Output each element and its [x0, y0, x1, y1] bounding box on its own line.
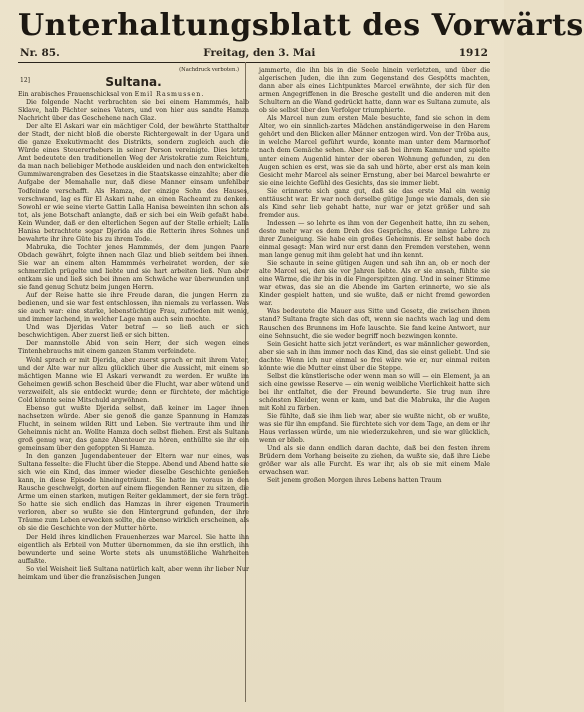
- paragraph: jammerte, die ihn bis in die Seele hinein verletzten, und über die algerischen Juden, die ihn zum Gegenstand des Gespötts machten, dann aber als eines Lichtpunktes Marcel erwähnte, der sich für den armen Angegriffenen in die Bresche gestellt und die anderen mit den Schultern an die Wand gedrückt hatte, dann war es Sultana zumute, als ob sie selbst über den Verfolger triumphierte.: [259, 67, 490, 115]
- paragraph: Sie schaute in seine gütigen Augen und sah ihn an, ob er noch der alte Marcel sei, den sie vor Jahren liebte. Als er sie ansah, fühlte sie eine Wärme, die ihr bis in die Fingerspitzen ging. Und in seiner Stimme war etwas, das sie an die Abende im Garten erinnerte, wo sie als Kinder gespielt hatten, und sie wußte, daß er nicht fremd geworden war.: [259, 260, 490, 308]
- paragraph: So viel Weisheit ließ Sultana natürlich kalt, aber wenn ihr lieber Nur heimkam und über die französischen Jungen: [18, 565, 249, 581]
- paragraph: Sein Gesicht hatte sich jetzt verändert, es war männlicher geworden, aber sie sah in ihm immer noch das Kind, das sie einst geliebt. Und sie dachte: Wenn ich nur einmal so frei wäre wie er, nur einmal reiten könnte wie die Mutter einst über die Steppe.: [259, 340, 490, 372]
- right-body: [259, 67, 490, 485]
- issue-number: Nr. 85.: [20, 47, 60, 59]
- paragraph: Als Marcel nun zum ersten Male besuchte, fand sie schon in dem Alter, wo ein sinnlich-zartes Mädchen anständigerweise in den Harem gehört und den Blicken aller Männer entzogen wird. Von der Tröba aus, in welche Marcel geführt wurde, konnte man unter dem Marmorhof nach dem Gemäche sehen. Aber sie saß bei ihrem Kammer und spielte unter einem Augenlid hinter der oberen Wohnung gefunden, zu den Augen schien es erst, was sie da sah und hörte, aber erst als man kein Gesicht mehr Marcel als seiner Ernstung, aber bei Marcel bewahrte er sie eine leichte Gefühl des Gesichts, das sie immer liebt.: [259, 115, 490, 187]
- story-subtitle: [18, 91, 249, 99]
- paragraph: Mabruka, die Tochter jenes Hammmés, der dem jungen Paare Obdach gewährt, folgte ihnen nach Glaz und blieb seitdem bei ihnen. Sie war an einem alten Hammmés verheiratet worden, der sie schmerzlich prügelte und liebte und sie hart arbeiten ließ. Nun aber entkam sie und ließ sich bei ihnen am Schwäche war überwunden und sie fand genug Schutz beim jungen Herrn.: [18, 243, 249, 292]
- paragraph: Und was Djeridas Vater betraf — so ließ auch er sich beschwichtigen. Aber zuerst ließ er sich bitten.: [18, 324, 249, 340]
- left-body: [18, 99, 249, 582]
- article-columns: [18, 67, 490, 582]
- story-title: Sultana.: [105, 75, 162, 89]
- masthead-title: Unterhaltungsblatt des Vorwärts: [18, 8, 584, 43]
- subtitle-prefix: Ein arabisches Frauenschicksal von: [18, 91, 133, 98]
- right-column: [259, 67, 490, 582]
- paragraph: In den ganzen Jugendabenteuer der Eltern war nur eines, was Sultana fesselte: die Flucht über die Steppe. Abend und Abend hatte sie sich wie ein Kind, das immer wieder dieselbe Geschichte genießen kann, in diese Episode hineingeträumt. Sie hatte im voraus in den Rausche geschwelgt, dorten auf einem fliegenden Renner zu sitzen, die Arme um einen starken, mutigen Reiter geklammert, der sie fern trägt. So hatte sie sich endlich das Hamzas in ihrer eigenen Traumerin verloren, aber so wußte sie den Hintergrund gefunden, der ihre Träume zum Leben erwecken sollte, die ebenso wirklich erscheinen, als ob sie die Geschichte von der Mutter hörte.: [18, 453, 249, 533]
- paragraph: Der Held ihres kindlichen Frauenherzes war Marcel. Sie hatte ihn eigentlich als Erbteil von Mutter übernommen, da sie ihn erstlich, ihn bewunderte und seine Worte stets als unumstößliche Wahrheiten auffaßte.: [18, 533, 249, 565]
- paragraph: Und als sie dann endlich daran dachte, daß bei den festen ihrem Brüdern dem Vorhang beiseite zu ziehen, da wußte sie, daß ihre Liebe größer war als alle Furcht. Es war ihr, als ob sie mit einem Male erwachsen war.: [259, 445, 490, 477]
- paragraph: Seit jenem großen Morgen ihres Lebens hatten Traum: [267, 477, 442, 485]
- paragraph: Die folgende Nacht verbrachten sie bei einem Hammmés, halb Sklave, halb Pächter seines Vaters, und von hier aus sandte Hamza Nachricht über das Geschehene nach Glaz.: [18, 99, 249, 123]
- paragraph: Auf der Reise hatte sie ihre Freude daran, die jungen Herrn zu bedienen, und sie war fest entschlossen, ihn niemals zu verlassen. Was sie auch war: eine starke, lebenstüchtige Frau, zufrieden mit wenig, und immer lachend, in welcher Lage man auch sein mochte.: [18, 292, 249, 324]
- paragraph: Der alte El Askari war ein mächtiger Cold, der bewährte Statthalter der Stadt, der nicht bloß die oberste Richtergewalt in der Ugara und die ganze Exekutivmacht des Distrikts, sondern zugleich auch die Würde eines Steuererhebers in seiner Person vereinigte. Dies letzte Amt bedeutete den traditionellen Weg der Aristokratie zum Reichtum, da man nach beliebiger Methode auskleiden und nach den entwickelten Gummiwarengraben des Gesetzes in die Staatskasse einzahlte; aber die Aufgabe der Memahalle nur, daß diese Manner einsam unfehlbar Todfeinde verschafft. Als Hamza, der einzige Sohn des Hauses, verschwand, lag es für El Askari nahe, an einen Racheamt zu denken. Sowohl er wie seine vierte Gattin Lalla Hanisa beweinten ihn schon als tot, als jene Botschaft anlangte, daß er sich bei ein Weib gefaßt habe. Kein Wunder, daß er den elterlichen Segen auf der Stelle erhielt; Lalla Hanisa betrachtete sogar Djerida als die Retterin ihres Sohnes und bewahrte ihr ihre Güte bis zu ihrem Tode.: [18, 123, 249, 243]
- paragraph: Was bedeutete die Mauer aus Sitte und Gesetz, die zwischen ihnen stand? Sultana fragte sich das oft, wenn sie nachts wach lag und dem Rauschen des Brunnens im Hofe lauschte. Sie fand keine Antwort, nur eine Sehnsucht, die sie weder begriff noch bezwingen konnte.: [259, 308, 490, 340]
- issue-year: 1912: [458, 47, 488, 59]
- paragraph: Der mannstolle Abid von sein Herr, der sich wegen eines Tintenhebrauchs mit einem ganzen Stamm verfeindete.: [18, 340, 249, 356]
- paragraph: Wohl sprach er mit Djerida, aber zuerst sprach er mit ihrem Vater, und der Alte war nur allzu glücklich über die Aussicht, mit einem so mächtigen Manne wie El Askari verwandt zu werden. Er wußte im Geheimen gewiß schon Bescheid über die Flucht, war aber wütend und verzweifelt, als sie entdeckt wurde; denn er fürchtete, der mächtige Cold könnte seine Mitschuld argwöhnen.: [18, 356, 249, 404]
- issue-line: [18, 46, 490, 63]
- paragraph: Sie erinnerte sich ganz gut, daß sie das erste Mal ein wenig enttäuscht war. Er war noch derselbe gütige Junge wie damals, den sie als Kind sehr lieb gehabt hatte, nur war er jetzt größer und sah fremder aus.: [259, 187, 490, 219]
- paragraph: Selbst die künstlerische oder wenn man so will — ein Element, ja an sich eine gewisse Reserve — ein wenig weibliche Vierlichkeit hatte sich bei ihr entfaltet, die der Freund bewunderte. Sie trug nun ihre schönsten Kleider, wenn er kam, und bat die Mabruka, ihr die Augen mit Kohl zu färben.: [259, 372, 490, 412]
- paragraph: Ebenso gut wußte Djerida selbst, daß keiner im Lager ihnen nachsetzen würde. Aber sie genoß die ganze Spannung in Hamzas Flucht, in seinem wilden Ritt und Leben. Sie vertraute ihm und ihr Geheimnis nicht an. Wollte Hamza doch selbst fliehen. Erst als Sultana groß genug war, das ganze Abenteuer zu hören, enthüllte sie ihr ein gemeinsam über den gefoppten Si Hamza.: [18, 404, 249, 453]
- issue-date: Freitag, den 3. Mai: [203, 47, 316, 59]
- installment-number: 12]: [20, 77, 30, 84]
- paragraph: Indessen — so lehrte es ihm von der Gegenheit hatte, ihn zu sehen, desto mehr war es dem Dreh des Gesprächs, diese innige Lehre zu ihrer Zuneigung. Sie habe ein großes Geheimnis. Er selbst habe doch einmal gesagt: Man wird nur erst dann den Fremden verstehen, wenn man lange genug mit ihm gelebt hat und ihn kennt.: [259, 219, 490, 260]
- story-author: Emil Rasmussen.: [134, 91, 205, 98]
- story-heading: [18, 75, 249, 89]
- paragraph: Sie fühlte, daß sie ihm lieb war, aber sie wußte nicht, ob er wußte, was sie für ihn empfand. Sie fürchtete sich vor dem Tage, an dem er ihr Haus verlassen würde, um nie wiederzukehren, und sie war glücklich, wenn er blieb.: [259, 413, 490, 445]
- left-column: [18, 67, 249, 582]
- reprint-notice: (Nachdruck verboten.): [179, 67, 239, 73]
